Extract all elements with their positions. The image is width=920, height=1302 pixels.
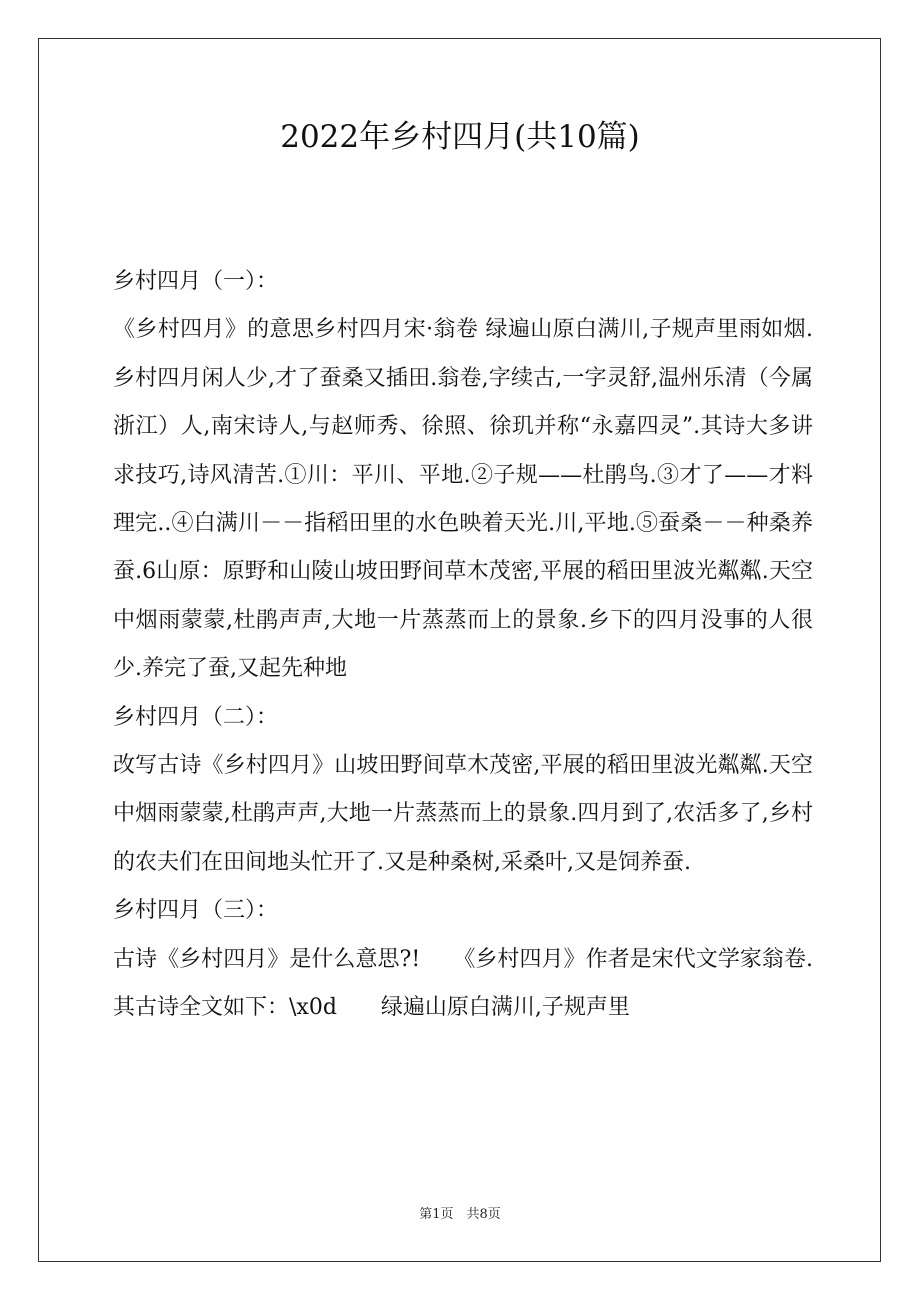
page-footer	[0, 1205, 920, 1225]
document-title: 2022年乡村四月(共10篇)	[280, 119, 640, 155]
document-body	[113, 258, 813, 1033]
section-heading-1: 乡村四月（一）：	[113, 269, 279, 294]
paragraph-1: 《乡村四月》的意思乡村四月宋·翁卷 绿遍山原白满川,子规声里雨如烟.乡村四月闲人少,才了蚕桑又插田.翁卷,字续古,一字灵舒,温州乐清（今属浙江）人,南宋诗人,与赵师秀、徐照、徐玑并称“永嘉四灵”.其诗大多讲求技巧,诗风清苦.①川：平川、平地.②子规——杜鹃鸟.③才了——才料理完..④白满川－－指稻田里的水色映着天光.川,平地.⑤蚕桑－－种桑养蚕.6山原：原野和山陵山坡田野间草木茂密,平展的稻田里波光粼粼.天空中烟雨蒙蒙,杜鹃声声,大地一片蒸蒸而上的景象.乡下的四月没事的人很少.养完了蚕,又起先种地	[113, 317, 813, 682]
section-heading-3: 乡村四月（三）：	[113, 898, 279, 924]
paragraph-2: 改写古诗《乡村四月》山坡田野间草木茂密,平展的稻田里波光粼粼.天空中烟雨蒙蒙,杜鹃声声,大地一片蒸蒸而上的景象.四月到了,农活多了,乡村的农夫们在田间地头忙开了.又是种桑树,采桑叶,又是饲养蚕.	[113, 753, 813, 875]
paragraph-3: 古诗《乡村四月》是什么意思?! 《乡村四月》作者是宋代文学家翁卷.其古诗全文如下：\x0d 绿遍山原白满川,子规声里	[113, 946, 813, 1021]
section-heading-2: 乡村四月（二）：	[113, 704, 279, 730]
page-number: 第1页 共8页	[419, 1207, 501, 1222]
